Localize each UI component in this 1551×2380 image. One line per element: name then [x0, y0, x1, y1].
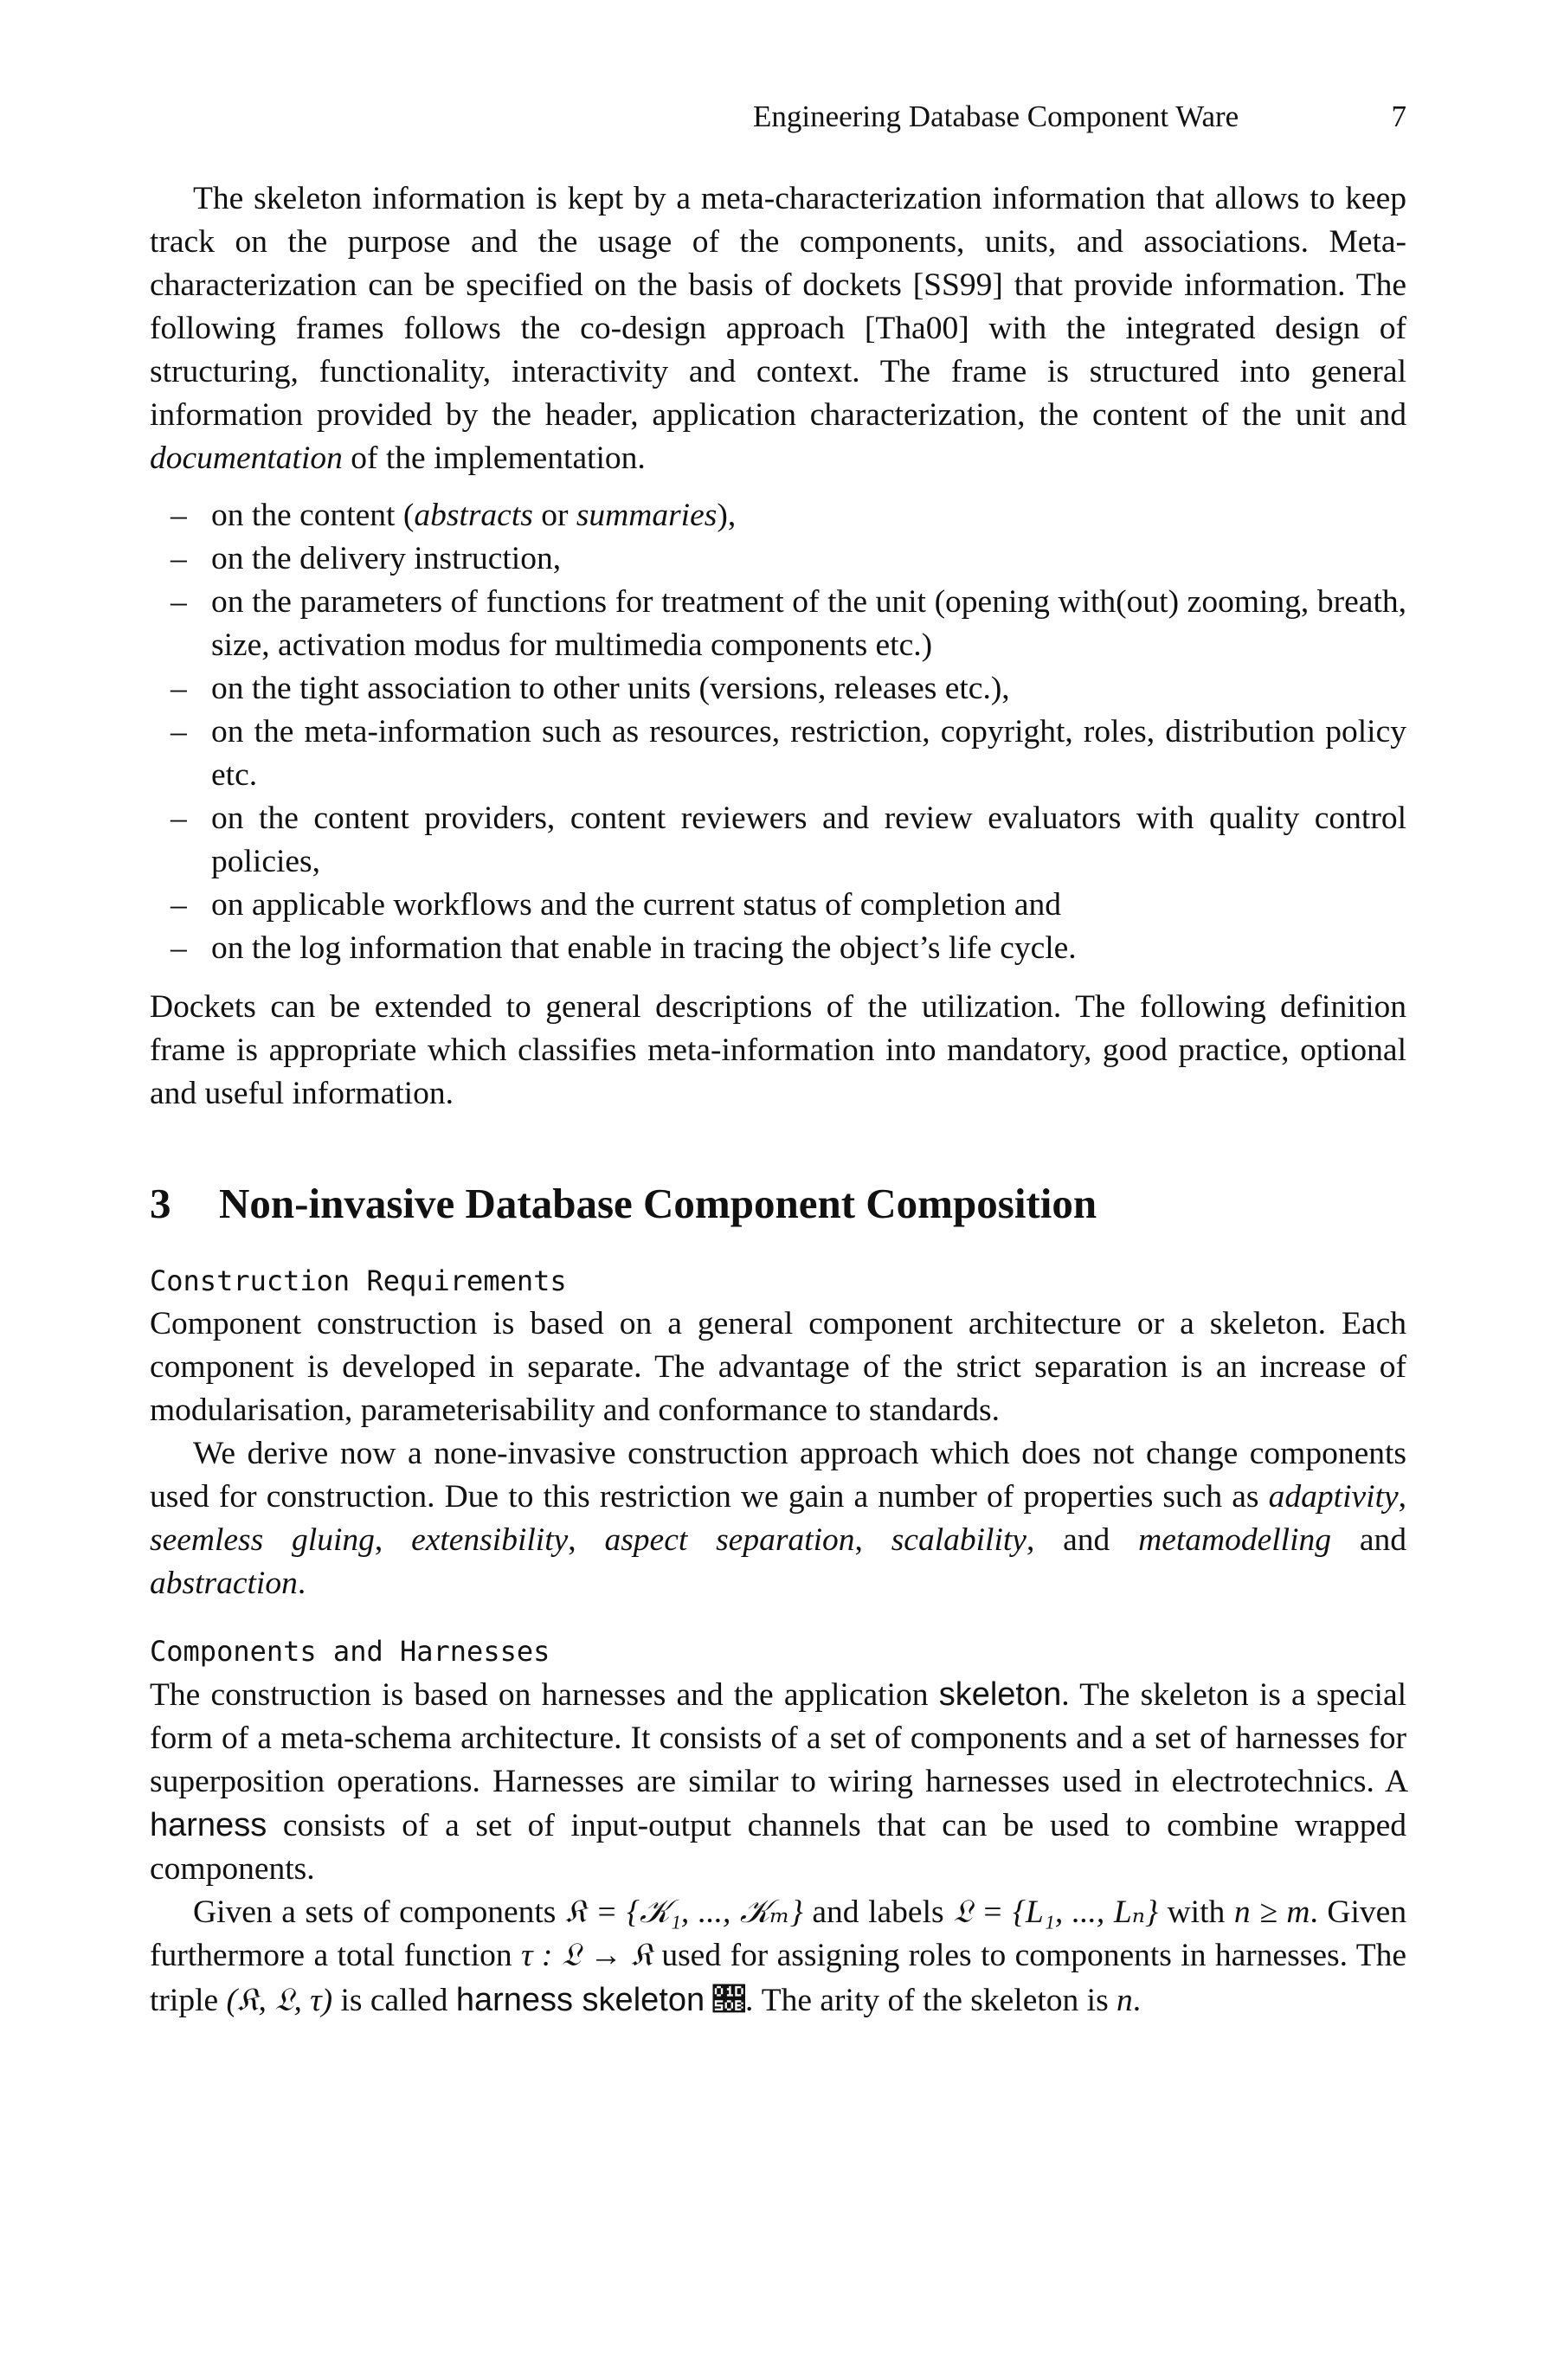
running-head [753, 95, 1406, 138]
list-item: – on the parameters of functions for treatment of the unit (opening with(out) zooming, breath, size, activation modus for multimedia components etc.) [171, 584, 1406, 663]
dockets-paragraph: Dockets can be extended to general descriptions of the utilization. The following definition frame is appropriate which classifies meta-information into mandatory, good practice, optional and useful information. [150, 989, 1406, 1111]
list-item: – on the meta-information such as resources, restriction, copyright, roles, distribution policy etc. [171, 714, 1406, 793]
list-item: – on applicable workflows and the current status of completion and [171, 887, 1062, 923]
list-item: – on the tight association to other units (versions, releases etc.), [171, 671, 1010, 706]
section-title: Non-invasive Database Component Composition [219, 1180, 1097, 1227]
docket-list [150, 494, 1406, 970]
list-item: – on the content (abstracts or summaries), [171, 498, 737, 533]
running-head-title: Engineering Database Component Ware [753, 100, 1239, 133]
construction-paragraph-2: We derive now a none-invasive construction approach which does not change components used for construction. Due to this restriction we gain a number of properties such as adaptivity, seemless gluing, extensibility, aspect separation, scalability, and metamodelling and abstraction. [150, 1436, 1407, 1601]
section-heading [150, 1178, 1406, 1230]
intro-paragraph: The skeleton information is kept by a meta-characterization information that allows to keep track on the purpose and the usage of the components, units, and associations. Meta-characterization can be specified on the basis of dockets [SS99] that provide information. The following frames follows the co-design approach [Tha00] with the integrated design of structuring, functionality, interactivity and context. The frame is structured into general information provided by the header, application characterization, the content of the unit and documentation of the implementation. [150, 181, 1406, 476]
page-number: 7 [1391, 100, 1406, 133]
term-skeleton: skeleton [938, 1676, 1062, 1713]
list-item: – on the delivery instruction, [171, 541, 562, 576]
construction-requirements-heading: Construction Requirements [150, 1264, 567, 1297]
body-text [150, 177, 1406, 2023]
construction-paragraph-1: Component construction is based on a general component architecture or a skeleton. Each component is developed in separate. The advantage of the strict separation is an increase of modularisation, parameterisability and conformance to standards. [150, 1306, 1406, 1428]
list-item: – on the log information that enable in tracing the object’s life cycle. [171, 930, 1077, 966]
list-item: – on the content providers, content reviewers and review evaluators with quality control policies, [171, 801, 1406, 879]
term-harness-skeleton: harness skeleton [455, 1982, 705, 2018]
components-harnesses-heading: Components and Harnesses [150, 1635, 550, 1668]
term-harness: harness [150, 1807, 267, 1843]
harnesses-paragraph-1: The construction is based on harnesses and the application skeleton. The skeleton is a special form of a meta-schema architecture. It consists of a set of components and a set of harnesses for superposition operations. Harnesses are similar to wiring harnesses used in electrotechnics. A harness consists of a set of input-output channels that can be used to combine wrapped components. [150, 1676, 1407, 1887]
harnesses-paragraph-2: Given a sets of components 𝔎 = {𝒦₁, ..., 𝒦ₘ} and labels 𝔏 = {L₁, ..., Lₙ} with n ≥ m. Given furthermore a total function τ : 𝔏 → 𝔎 used for assigning roles to components in harnesses. The triple (𝔎, 𝔏, τ) is called harness skeleton 𝔋. The arity of the skeleton is n. [150, 1894, 1407, 2018]
section-number: 3 [150, 1180, 171, 1227]
